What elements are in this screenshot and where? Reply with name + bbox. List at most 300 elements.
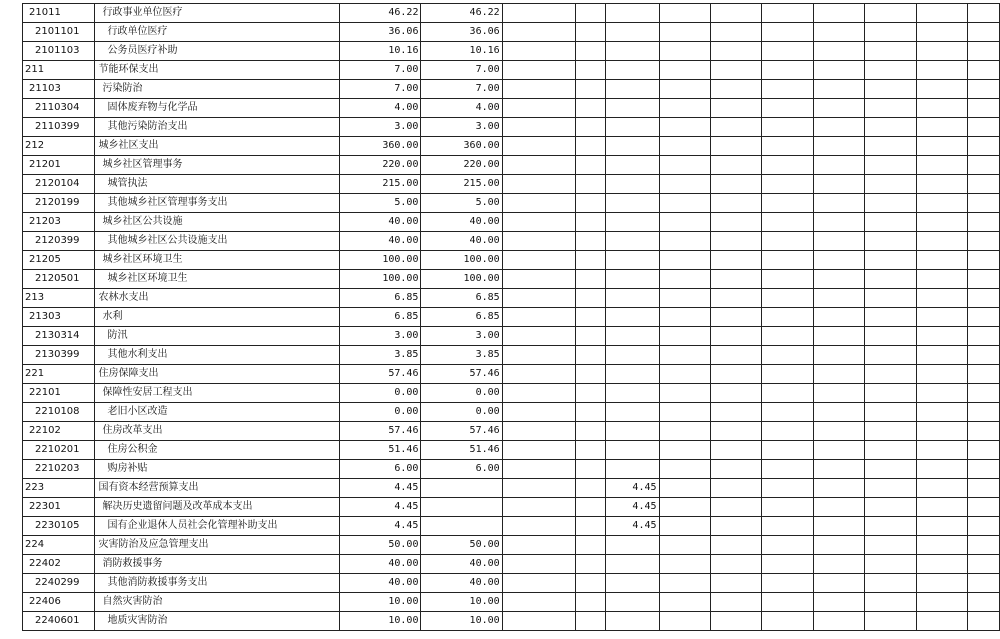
- cell-empty: [968, 612, 1000, 631]
- cell-empty: [659, 536, 710, 555]
- cell-empty: [968, 232, 1000, 251]
- table-row: [23, 156, 1000, 175]
- cell-empty: [916, 118, 967, 137]
- cell-col3: [605, 232, 659, 251]
- cell-empty: [865, 593, 916, 612]
- cell-empty: [576, 175, 605, 194]
- cell-empty: [576, 612, 605, 631]
- cell-empty: [968, 270, 1000, 289]
- cell-code: 21203: [23, 213, 95, 232]
- cell-empty: [576, 4, 605, 23]
- cell-empty: [968, 536, 1000, 555]
- cell-empty: [813, 593, 864, 612]
- cell-empty: [865, 289, 916, 308]
- cell-empty: [865, 384, 916, 403]
- cell-empty: [916, 536, 967, 555]
- cell-empty: [762, 422, 813, 441]
- cell-empty: [865, 365, 916, 384]
- cell-empty: [813, 612, 864, 631]
- cell-empty: [710, 308, 761, 327]
- cell-empty: [659, 574, 710, 593]
- cell-col3: [605, 175, 659, 194]
- table-row: [23, 479, 1000, 498]
- cell-total: 4.00: [340, 99, 421, 118]
- cell-name: 其他城乡社区公共设施支出: [95, 232, 340, 251]
- table-row: [23, 99, 1000, 118]
- cell-total: 40.00: [340, 232, 421, 251]
- cell-col2: [502, 517, 576, 536]
- cell-col2: [502, 23, 576, 42]
- cell-empty: [659, 232, 710, 251]
- cell-col2: [502, 403, 576, 422]
- cell-empty: [813, 42, 864, 61]
- cell-col1: 57.46: [421, 422, 502, 441]
- cell-total: 57.46: [340, 422, 421, 441]
- cell-empty: [813, 365, 864, 384]
- cell-empty: [762, 517, 813, 536]
- table-row: [23, 42, 1000, 61]
- cell-empty: [576, 99, 605, 118]
- cell-empty: [813, 99, 864, 118]
- cell-col3: [605, 156, 659, 175]
- cell-name: 节能环保支出: [95, 61, 340, 80]
- table-row: [23, 61, 1000, 80]
- cell-code: 2110304: [23, 99, 95, 118]
- cell-col2: [502, 346, 576, 365]
- table-row: [23, 384, 1000, 403]
- cell-empty: [865, 308, 916, 327]
- cell-empty: [968, 498, 1000, 517]
- cell-empty: [576, 194, 605, 213]
- cell-name: 固体废弃物与化学品: [95, 99, 340, 118]
- cell-col1: 40.00: [421, 232, 502, 251]
- cell-empty: [710, 612, 761, 631]
- cell-col3: [605, 460, 659, 479]
- cell-code: 21201: [23, 156, 95, 175]
- cell-name: 防汛: [95, 327, 340, 346]
- cell-col3: [605, 593, 659, 612]
- table-row: [23, 4, 1000, 23]
- cell-empty: [659, 137, 710, 156]
- cell-empty: [762, 289, 813, 308]
- cell-total: 46.22: [340, 4, 421, 23]
- cell-col1: 215.00: [421, 175, 502, 194]
- cell-empty: [659, 384, 710, 403]
- cell-empty: [576, 232, 605, 251]
- cell-empty: [916, 327, 967, 346]
- table-row: [23, 289, 1000, 308]
- cell-empty: [762, 536, 813, 555]
- cell-col2: [502, 460, 576, 479]
- cell-empty: [659, 289, 710, 308]
- cell-name: 其他污染防治支出: [95, 118, 340, 137]
- cell-empty: [576, 403, 605, 422]
- cell-empty: [710, 498, 761, 517]
- cell-total: 360.00: [340, 137, 421, 156]
- cell-code: 2120399: [23, 232, 95, 251]
- table-row: [23, 308, 1000, 327]
- cell-empty: [916, 460, 967, 479]
- table-row: [23, 574, 1000, 593]
- cell-col3: [605, 327, 659, 346]
- table-row: [23, 251, 1000, 270]
- cell-total: 4.45: [340, 517, 421, 536]
- cell-col2: [502, 251, 576, 270]
- cell-empty: [813, 175, 864, 194]
- cell-total: 100.00: [340, 251, 421, 270]
- cell-empty: [659, 156, 710, 175]
- cell-empty: [710, 441, 761, 460]
- cell-name: 国有企业退休人员社会化管理补助支出: [95, 517, 340, 536]
- cell-empty: [710, 194, 761, 213]
- cell-col1: 3.85: [421, 346, 502, 365]
- cell-code: 2101101: [23, 23, 95, 42]
- cell-empty: [865, 175, 916, 194]
- cell-empty: [813, 289, 864, 308]
- cell-empty: [659, 194, 710, 213]
- cell-total: 7.00: [340, 61, 421, 80]
- cell-empty: [659, 517, 710, 536]
- cell-empty: [710, 137, 761, 156]
- cell-empty: [916, 422, 967, 441]
- cell-col2: [502, 422, 576, 441]
- cell-total: 220.00: [340, 156, 421, 175]
- cell-empty: [762, 441, 813, 460]
- cell-empty: [576, 42, 605, 61]
- cell-name: 住房公积金: [95, 441, 340, 460]
- cell-empty: [762, 479, 813, 498]
- cell-name: 住房保障支出: [95, 365, 340, 384]
- cell-empty: [968, 422, 1000, 441]
- cell-empty: [710, 555, 761, 574]
- cell-empty: [916, 156, 967, 175]
- cell-empty: [916, 517, 967, 536]
- cell-col3: [605, 403, 659, 422]
- cell-empty: [865, 23, 916, 42]
- table-row: [23, 498, 1000, 517]
- cell-code: 213: [23, 289, 95, 308]
- cell-empty: [916, 574, 967, 593]
- cell-col1: 50.00: [421, 536, 502, 555]
- cell-col1: 6.85: [421, 289, 502, 308]
- cell-empty: [659, 498, 710, 517]
- cell-empty: [968, 593, 1000, 612]
- table-row: [23, 213, 1000, 232]
- cell-total: 10.00: [340, 593, 421, 612]
- cell-col2: [502, 232, 576, 251]
- cell-name: 其他城乡社区管理事务支出: [95, 194, 340, 213]
- cell-empty: [762, 612, 813, 631]
- cell-col1: 6.00: [421, 460, 502, 479]
- cell-col2: [502, 308, 576, 327]
- cell-empty: [576, 23, 605, 42]
- cell-name: 自然灾害防治: [95, 593, 340, 612]
- cell-empty: [762, 80, 813, 99]
- cell-empty: [576, 498, 605, 517]
- cell-name: 地质灾害防治: [95, 612, 340, 631]
- cell-empty: [916, 498, 967, 517]
- cell-empty: [813, 403, 864, 422]
- cell-total: 10.16: [340, 42, 421, 61]
- cell-col2: [502, 574, 576, 593]
- cell-empty: [968, 441, 1000, 460]
- cell-empty: [968, 61, 1000, 80]
- cell-empty: [865, 422, 916, 441]
- cell-empty: [968, 118, 1000, 137]
- cell-total: 40.00: [340, 574, 421, 593]
- cell-col1: 0.00: [421, 384, 502, 403]
- table-row: [23, 403, 1000, 422]
- cell-empty: [576, 536, 605, 555]
- cell-col1: 10.16: [421, 42, 502, 61]
- cell-empty: [659, 23, 710, 42]
- table-body: [23, 4, 1000, 631]
- cell-name: 城乡社区管理事务: [95, 156, 340, 175]
- table-row: [23, 137, 1000, 156]
- cell-empty: [576, 137, 605, 156]
- cell-empty: [813, 498, 864, 517]
- cell-empty: [576, 422, 605, 441]
- cell-empty: [968, 365, 1000, 384]
- cell-col2: [502, 289, 576, 308]
- cell-empty: [916, 612, 967, 631]
- table-row: [23, 232, 1000, 251]
- cell-col3: [605, 289, 659, 308]
- cell-empty: [659, 479, 710, 498]
- cell-empty: [710, 384, 761, 403]
- table-row: [23, 422, 1000, 441]
- cell-empty: [762, 99, 813, 118]
- cell-name: 保障性安居工程支出: [95, 384, 340, 403]
- cell-col2: [502, 194, 576, 213]
- cell-col1: 4.00: [421, 99, 502, 118]
- cell-empty: [968, 384, 1000, 403]
- cell-total: 36.06: [340, 23, 421, 42]
- cell-code: 2120501: [23, 270, 95, 289]
- cell-total: 3.00: [340, 327, 421, 346]
- cell-col2: [502, 555, 576, 574]
- cell-empty: [865, 194, 916, 213]
- cell-empty: [710, 460, 761, 479]
- cell-empty: [659, 422, 710, 441]
- table-row: [23, 612, 1000, 631]
- table-row: [23, 270, 1000, 289]
- cell-empty: [762, 593, 813, 612]
- cell-empty: [813, 80, 864, 99]
- cell-empty: [813, 460, 864, 479]
- cell-empty: [865, 612, 916, 631]
- cell-empty: [865, 270, 916, 289]
- cell-total: 4.45: [340, 498, 421, 517]
- cell-empty: [576, 593, 605, 612]
- cell-empty: [916, 42, 967, 61]
- cell-empty: [710, 156, 761, 175]
- table-row: [23, 555, 1000, 574]
- table-row: [23, 80, 1000, 99]
- cell-total: 51.46: [340, 441, 421, 460]
- cell-empty: [813, 441, 864, 460]
- table-row: [23, 194, 1000, 213]
- cell-total: 5.00: [340, 194, 421, 213]
- cell-empty: [762, 251, 813, 270]
- cell-col3: [605, 99, 659, 118]
- cell-col2: [502, 80, 576, 99]
- cell-empty: [576, 251, 605, 270]
- cell-empty: [916, 441, 967, 460]
- cell-name: 其他水利支出: [95, 346, 340, 365]
- cell-code: 2230105: [23, 517, 95, 536]
- cell-name: 行政单位医疗: [95, 23, 340, 42]
- cell-code: 2110399: [23, 118, 95, 137]
- cell-empty: [659, 270, 710, 289]
- cell-code: 2210108: [23, 403, 95, 422]
- cell-code: 21205: [23, 251, 95, 270]
- cell-col1: 10.00: [421, 593, 502, 612]
- cell-name: 解决历史遗留问题及改革成本支出: [95, 498, 340, 517]
- cell-empty: [813, 118, 864, 137]
- cell-total: 6.00: [340, 460, 421, 479]
- cell-col3: [605, 346, 659, 365]
- table-row: [23, 365, 1000, 384]
- cell-empty: [968, 23, 1000, 42]
- cell-empty: [576, 555, 605, 574]
- cell-col3: [605, 194, 659, 213]
- cell-empty: [813, 517, 864, 536]
- cell-col3: [605, 213, 659, 232]
- cell-empty: [865, 460, 916, 479]
- cell-col2: [502, 213, 576, 232]
- cell-empty: [710, 232, 761, 251]
- cell-empty: [659, 118, 710, 137]
- cell-empty: [659, 346, 710, 365]
- cell-total: 10.00: [340, 612, 421, 631]
- cell-code: 224: [23, 536, 95, 555]
- cell-col2: [502, 118, 576, 137]
- cell-col3: [605, 612, 659, 631]
- cell-col3: [605, 137, 659, 156]
- cell-empty: [762, 118, 813, 137]
- cell-empty: [659, 4, 710, 23]
- cell-empty: [659, 99, 710, 118]
- cell-name: 其他消防救援事务支出: [95, 574, 340, 593]
- cell-col2: [502, 4, 576, 23]
- cell-empty: [968, 555, 1000, 574]
- cell-code: 22406: [23, 593, 95, 612]
- cell-col3: [605, 42, 659, 61]
- cell-empty: [865, 156, 916, 175]
- cell-empty: [762, 384, 813, 403]
- cell-col1: 10.00: [421, 612, 502, 631]
- cell-col2: [502, 365, 576, 384]
- cell-empty: [576, 365, 605, 384]
- cell-empty: [762, 555, 813, 574]
- cell-col2: [502, 137, 576, 156]
- cell-empty: [710, 80, 761, 99]
- cell-code: 211: [23, 61, 95, 80]
- table-row: [23, 327, 1000, 346]
- cell-empty: [813, 479, 864, 498]
- cell-col2: [502, 270, 576, 289]
- cell-code: 2130314: [23, 327, 95, 346]
- cell-empty: [659, 42, 710, 61]
- cell-name: 公务员医疗补助: [95, 42, 340, 61]
- cell-name: 灾害防治及应急管理支出: [95, 536, 340, 555]
- cell-empty: [659, 80, 710, 99]
- cell-empty: [813, 213, 864, 232]
- cell-total: 0.00: [340, 384, 421, 403]
- cell-empty: [968, 99, 1000, 118]
- cell-col1: 51.46: [421, 441, 502, 460]
- cell-name: 城乡社区公共设施: [95, 213, 340, 232]
- cell-empty: [710, 365, 761, 384]
- cell-code: 22101: [23, 384, 95, 403]
- cell-empty: [865, 251, 916, 270]
- cell-col1: [421, 479, 502, 498]
- cell-code: 221: [23, 365, 95, 384]
- cell-empty: [710, 536, 761, 555]
- cell-empty: [762, 194, 813, 213]
- cell-code: 2101103: [23, 42, 95, 61]
- cell-col2: [502, 327, 576, 346]
- cell-empty: [968, 327, 1000, 346]
- cell-empty: [916, 137, 967, 156]
- cell-empty: [813, 327, 864, 346]
- cell-empty: [710, 175, 761, 194]
- cell-empty: [813, 61, 864, 80]
- cell-col3: [605, 384, 659, 403]
- cell-empty: [916, 175, 967, 194]
- cell-empty: [762, 308, 813, 327]
- cell-name: 污染防治: [95, 80, 340, 99]
- cell-empty: [576, 346, 605, 365]
- cell-empty: [762, 498, 813, 517]
- cell-col3: [605, 441, 659, 460]
- cell-col2: [502, 156, 576, 175]
- cell-empty: [916, 346, 967, 365]
- cell-empty: [865, 61, 916, 80]
- cell-empty: [813, 4, 864, 23]
- cell-col1: [421, 498, 502, 517]
- cell-col1: 6.85: [421, 308, 502, 327]
- cell-empty: [968, 175, 1000, 194]
- cell-total: 40.00: [340, 555, 421, 574]
- cell-empty: [659, 441, 710, 460]
- cell-empty: [865, 574, 916, 593]
- cell-empty: [710, 99, 761, 118]
- cell-name: 农林水支出: [95, 289, 340, 308]
- table-row: [23, 517, 1000, 536]
- cell-total: 4.45: [340, 479, 421, 498]
- cell-code: 22301: [23, 498, 95, 517]
- table-row: [23, 536, 1000, 555]
- cell-empty: [762, 327, 813, 346]
- cell-col1: 46.22: [421, 4, 502, 23]
- cell-name: 城管执法: [95, 175, 340, 194]
- cell-code: 2120199: [23, 194, 95, 213]
- cell-total: 7.00: [340, 80, 421, 99]
- cell-col3: 4.45: [605, 517, 659, 536]
- cell-empty: [968, 308, 1000, 327]
- cell-col3: [605, 308, 659, 327]
- cell-empty: [576, 574, 605, 593]
- cell-empty: [659, 61, 710, 80]
- cell-empty: [710, 346, 761, 365]
- cell-empty: [576, 118, 605, 137]
- cell-empty: [576, 517, 605, 536]
- cell-total: 100.00: [340, 270, 421, 289]
- cell-empty: [659, 327, 710, 346]
- cell-empty: [576, 384, 605, 403]
